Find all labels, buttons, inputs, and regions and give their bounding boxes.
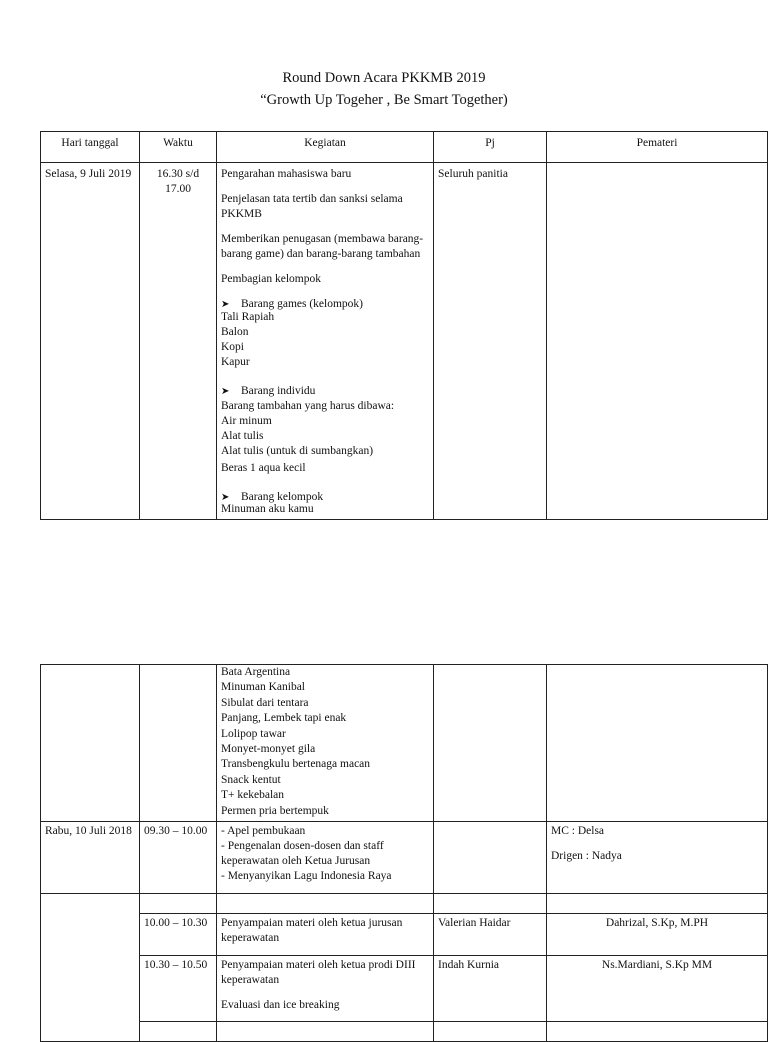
- table-row: [41, 1022, 768, 1042]
- cell-pemateri: Ns.Mardiani, S.Kp MM: [547, 956, 768, 1022]
- cell-hari: [41, 894, 140, 1042]
- kegiatan-line: Penyampaian materi oleh ketua prodi DIII keperawatan: [221, 959, 416, 987]
- kegiatan-line: - Menyanyikan Lagu Indonesia Raya: [221, 870, 392, 883]
- cell-kegiatan: [217, 665, 434, 822]
- list-item: Monyet-monyet gila: [221, 743, 316, 756]
- list-item: Bata Argentina: [221, 666, 291, 678]
- cell-kegiatan: [217, 956, 434, 1022]
- cell-pemateri: [547, 665, 768, 822]
- pemateri-line: Drigen : Nadya: [551, 850, 622, 863]
- cell-pemateri: [547, 163, 768, 520]
- cell-pj: [434, 822, 547, 894]
- cell-pj: Valerian Haidar: [434, 914, 547, 956]
- list-item: Balon: [221, 326, 249, 338]
- schedule-table-1: [40, 131, 768, 520]
- list-item: Minuman aku kamu: [221, 503, 314, 515]
- cell-waktu: 16.30 s/d 17.00: [140, 163, 217, 520]
- cell-waktu: 10.00 – 10.30: [140, 914, 217, 956]
- header-kegiatan: Kegiatan: [217, 132, 434, 163]
- cell-kegiatan: Penyampaian materi oleh ketua jurusan keperawatan: [217, 914, 434, 956]
- list-item: Alat tulis (untuk di sumbangkan): [221, 445, 374, 457]
- cell-kegiatan: [217, 163, 434, 520]
- kegiatan-line: Pembagian kelompok: [221, 273, 321, 285]
- cell-pemateri: [547, 894, 768, 914]
- bullet-heading: [221, 384, 429, 399]
- cell-pemateri: [547, 1022, 768, 1042]
- cell-waktu: 09.30 – 10.00: [140, 822, 217, 894]
- table-row: [41, 956, 768, 1022]
- cell-pemateri: Dahrizal, S.Kp, M.PH: [547, 914, 768, 956]
- cell-kegiatan: [217, 822, 434, 894]
- cell-pj: [434, 665, 547, 822]
- header-hari-tanggal: Hari tanggal: [41, 132, 140, 163]
- list-item: Kapur: [221, 356, 250, 368]
- header-waktu: Waktu: [140, 132, 217, 163]
- arrow-bullet-icon: ➤: [221, 299, 230, 310]
- table-row: [41, 894, 768, 914]
- cell-kegiatan: [217, 1022, 434, 1042]
- document-title: Round Down Acara PKKMB 2019: [282, 70, 486, 86]
- list-item: Permen pria bertempuk: [221, 804, 329, 817]
- bullet-label: Barang individu: [241, 385, 316, 397]
- cell-waktu: 10.30 – 10.50: [140, 956, 217, 1022]
- list-item: T+ kekebalan: [221, 789, 284, 802]
- arrow-bullet-icon: ➤: [221, 386, 230, 397]
- cell-pj: Seluruh panitia: [434, 163, 547, 520]
- list-item: Barang tambahan yang harus dibawa:: [221, 400, 395, 412]
- kegiatan-line: Memberikan penugasan (membawa barang-barang game) dan barang-barang tambahan: [221, 233, 424, 260]
- bullet-label: Barang kelompok: [241, 491, 324, 503]
- table-row: [41, 914, 768, 956]
- cell-hari: [41, 665, 140, 822]
- list-item: Lolipop tawar: [221, 727, 286, 740]
- cell-pj: [434, 894, 547, 914]
- kegiatan-line: - Pengenalan dosen-dosen dan staff keperawatan oleh Ketua Jurusan: [221, 840, 384, 868]
- kegiatan-line: - Apel pembukaan: [221, 825, 306, 838]
- document-subtitle: “Growth Up Togeher , Be Smart Together): [260, 92, 508, 108]
- cell-kegiatan: [217, 894, 434, 914]
- list-item: Alat tulis: [221, 430, 264, 442]
- list-item: Kopi: [221, 341, 244, 353]
- header-pj: Pj: [434, 132, 547, 163]
- list-item: Panjang, Lembek tapi enak: [221, 712, 347, 725]
- list-item: Air minum: [221, 415, 272, 427]
- cell-pemateri: [547, 822, 768, 894]
- cell-waktu: [140, 665, 217, 822]
- pemateri-line: MC : Delsa: [551, 825, 605, 838]
- cell-hari: Selasa, 9 Juli 2019: [41, 163, 140, 520]
- list-item: Minuman Kanibal: [221, 681, 305, 694]
- cell-pj: Indah Kurnia: [434, 956, 547, 1022]
- list-item: Tali Rapiah: [221, 311, 275, 323]
- cell-pj: [434, 1022, 547, 1042]
- arrow-bullet-icon: ➤: [221, 492, 230, 503]
- bullet-label: Barang games (kelompok): [241, 298, 363, 310]
- header-pemateri: Pemateri: [547, 132, 768, 163]
- table-header-row: [41, 132, 768, 163]
- cell-waktu: [140, 1022, 217, 1042]
- cell-waktu: [140, 894, 217, 914]
- list-item: Transbengkulu bertenaga macan: [221, 758, 371, 771]
- table-row: [41, 665, 768, 822]
- table-row: [41, 822, 768, 894]
- list-item: Beras 1 aqua kecil: [221, 462, 306, 474]
- list-item: Snack kentut: [221, 773, 281, 786]
- kegiatan-line: Evaluasi dan ice breaking: [221, 999, 340, 1012]
- schedule-table-2: [40, 664, 768, 1042]
- cell-hari: Rabu, 10 Juli 2018: [41, 822, 140, 894]
- kegiatan-line: Pengarahan mahasiswa baru: [221, 168, 352, 180]
- table-row: [41, 163, 768, 520]
- list-item: Sibulat dari tentara: [221, 696, 309, 709]
- kegiatan-line: Penjelasan tata tertib dan sanksi selama PKKMB: [221, 193, 403, 220]
